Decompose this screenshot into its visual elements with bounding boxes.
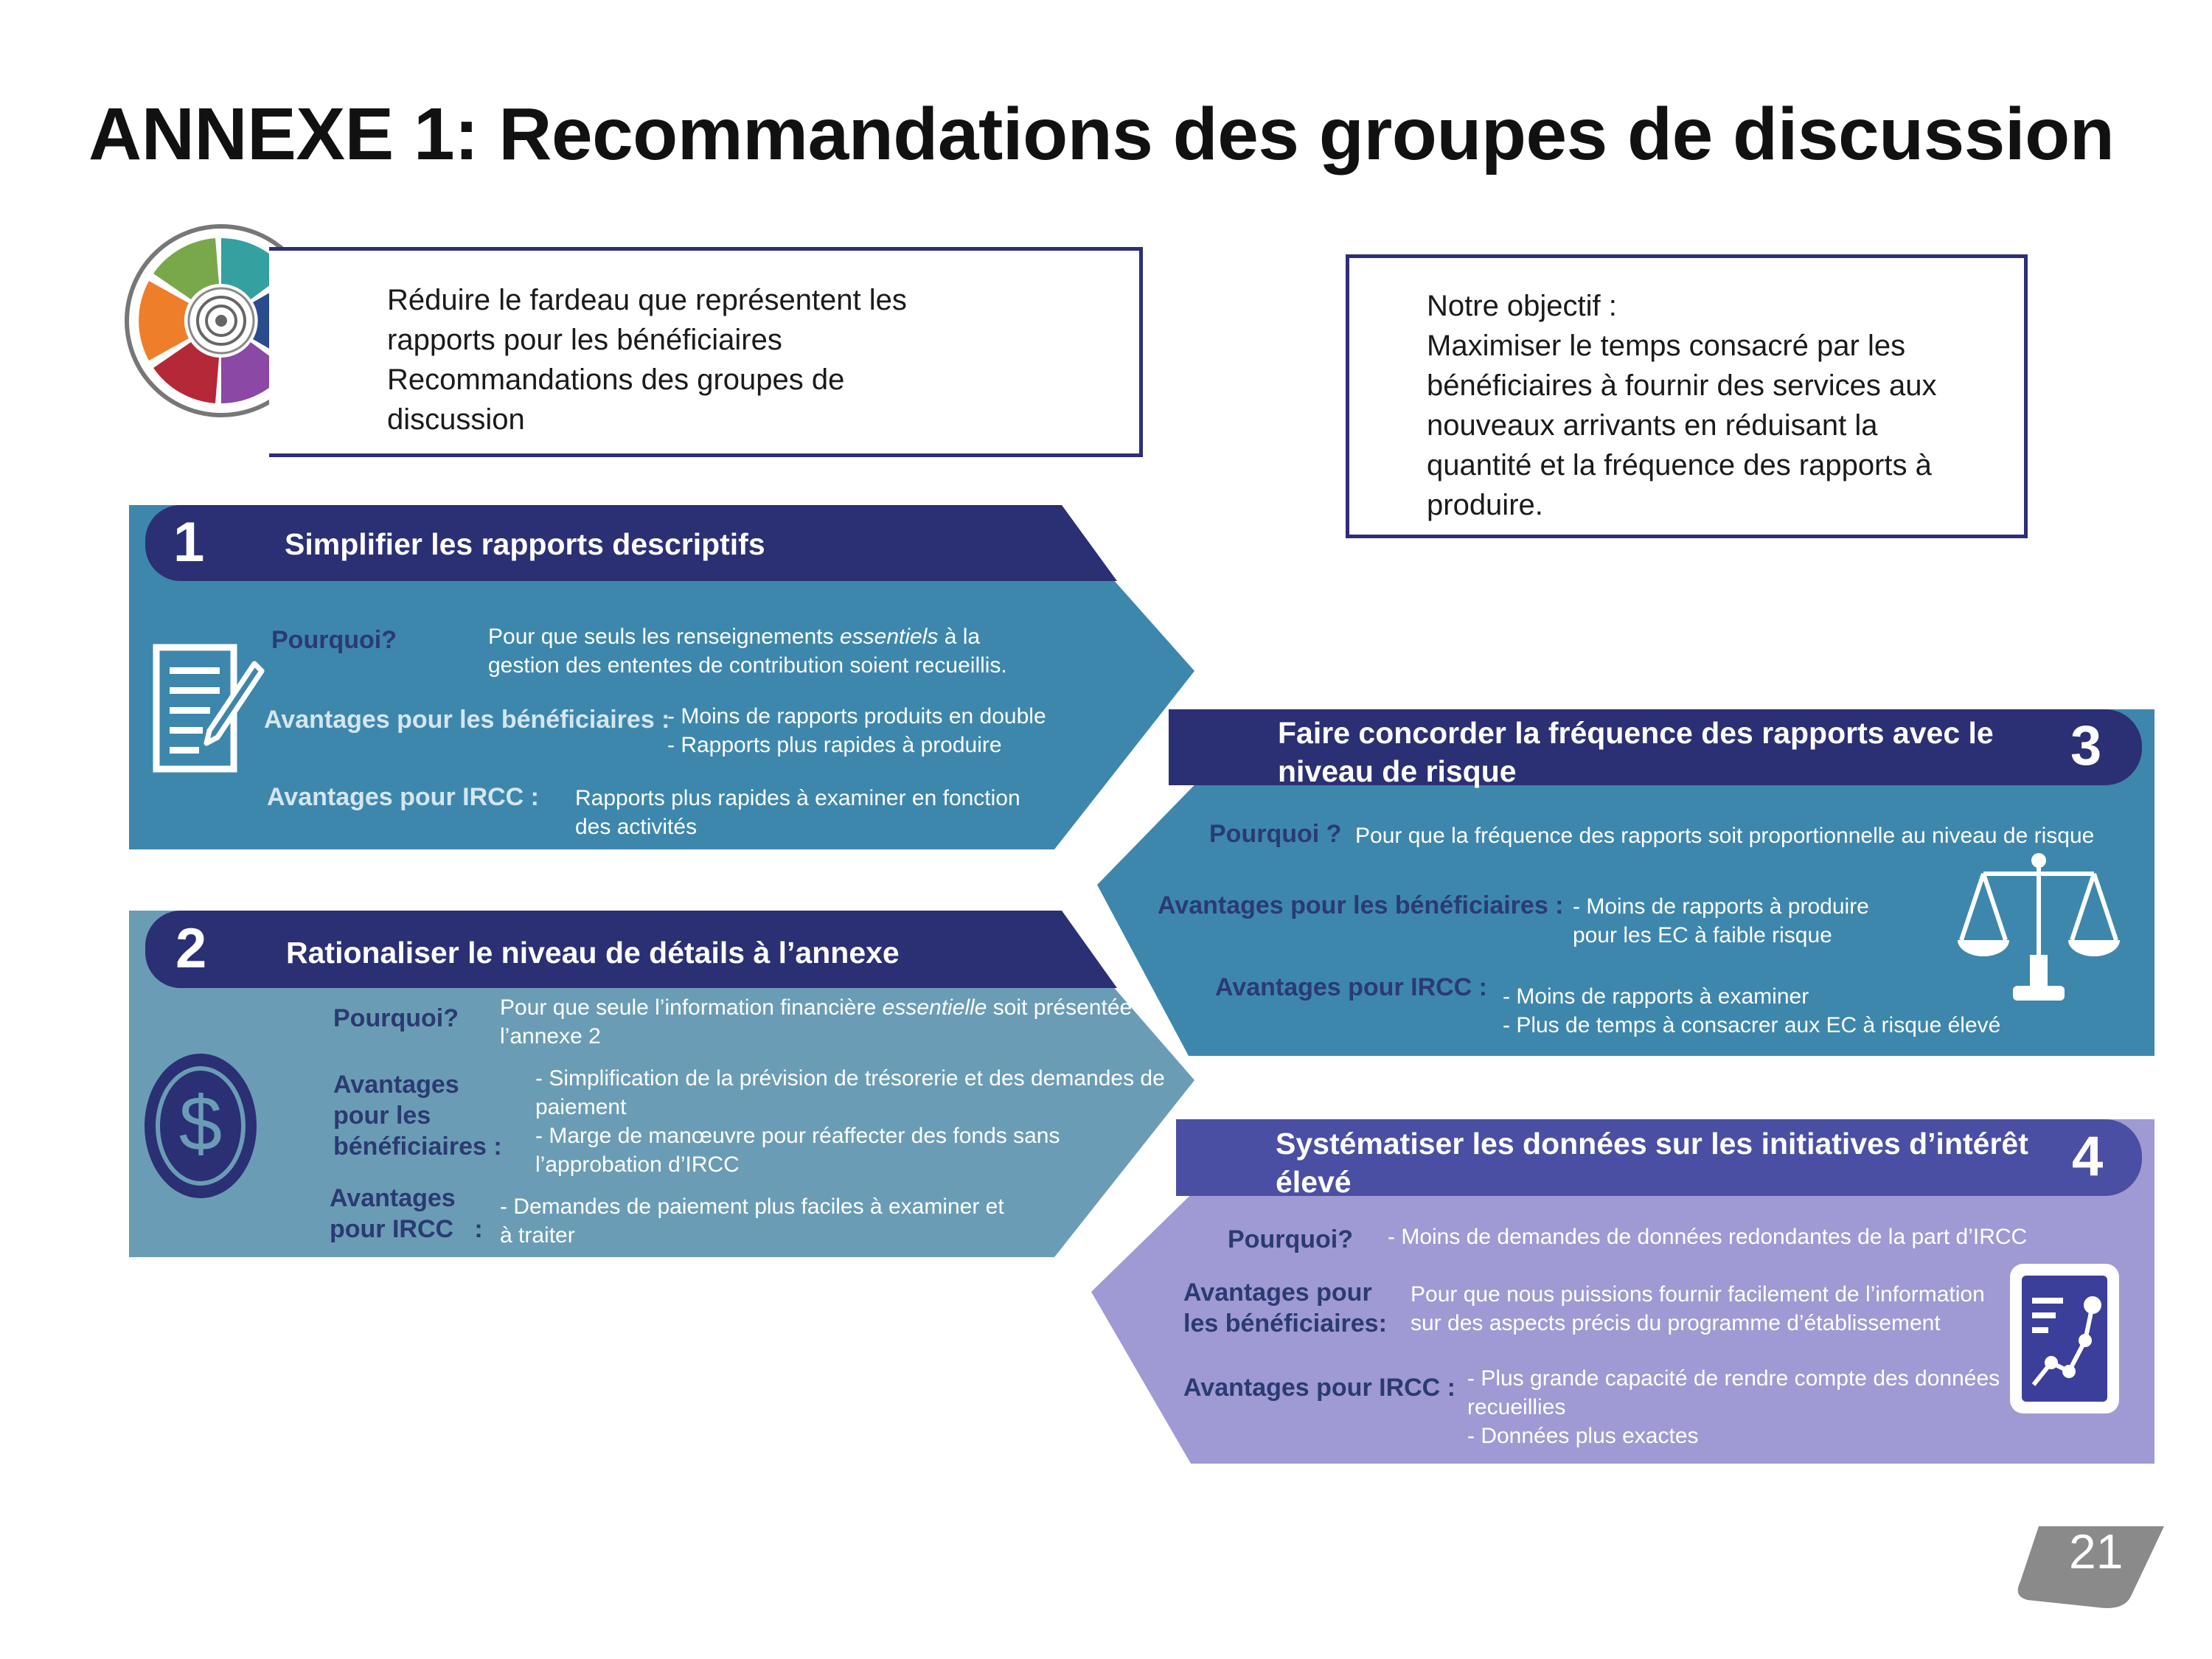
recommendation-2-title: Rationaliser le niveau de détails à l’annexe (286, 936, 900, 970)
recommendation-4-ircc-text: - Plus grande capacité de rendre compte des données recueillies - Données plus exactes (1467, 1366, 2000, 1448)
recommendation-2-why-text: Pour que seule l’information financière essentielle soit présentée à l’annexe 2 (500, 995, 1151, 1048)
objective-heading: Notre objectif : (1427, 290, 1617, 322)
recommendation-2-beneficiary-label: Avantages pour les bénéficiaires : (333, 1071, 502, 1161)
recommendation-1-ircc-text: Rapports plus rapides à examiner en fonction des activités (575, 786, 1020, 839)
objective-line: Maximiser le temps consacré par les (1427, 330, 1906, 362)
recommendation-4-why-label: Pourquoi? (1228, 1225, 1353, 1253)
recommendation-3-why-text: Pour que la fréquence des rapports soit proportionnelle au niveau de risque (1355, 824, 2095, 848)
recommendation-1-ircc-label: Avantages pour IRCC : (267, 783, 540, 811)
recommendation-2-ircc-text: - Demandes de paiement plus faciles à examiner et à traiter (500, 1194, 1004, 1248)
recommendation-4-ircc-label: Avantages pour IRCC : (1183, 1374, 1456, 1402)
page-number: 21 (2069, 1524, 2124, 1579)
page-title: ANNEXE 1: Recommandations des groupes de discussion (88, 93, 2115, 175)
recommendation-2-ircc-label: Avantages pour IRCC : (330, 1184, 483, 1243)
recommendation-4-why-text: - Moins de demandes de données redondantes de la part d’IRCC (1388, 1225, 2028, 1249)
recommendation-1-beneficiary-text: - Moins de rapports produits en double - Rapports plus rapides à produire (667, 704, 1046, 757)
recommendation-1-beneficiary-label: Avantages pour les bénéficiaires : (264, 706, 670, 734)
recommendation-3-beneficiary-label: Avantages pour les bénéficiaires : (1158, 891, 1564, 919)
recommendation-1-title: Simplifier les rapports descriptifs (285, 527, 765, 561)
objective-line: produire. (1427, 489, 1543, 521)
recommendation-4-number: 4 (2072, 1125, 2104, 1188)
scales-icon (1954, 844, 2124, 1014)
recommendation-3-number: 3 (2070, 714, 2102, 777)
objective-line: nouveaux arrivants en réduisant la (1427, 409, 1878, 442)
intro-line: rapports pour les bénéficiaires (387, 324, 782, 356)
intro-line: discussion (387, 403, 525, 436)
recommendation-3-title: Faire concorder la fréquence des rapports avec le niveau de risque (1278, 716, 1994, 788)
recommendation-3-ircc-text: - Moins de rapports à examiner - Plus de temps à consacrer aux EC à risque élevé (1503, 984, 2001, 1037)
recommendation-1-why-text: Pour que seuls les renseignements essentiels à la gestion des ententes de contribution soient recueillis. (488, 625, 1007, 678)
data-chart-icon (2006, 1259, 2124, 1418)
document-pen-icon (147, 634, 265, 778)
recommendation-2-beneficiary-text: - Simplification de la prévision de trésorerie et des demandes de paiement - Marge de manœuvre pour réaffecter des fonds sans l’approbation d’IRCC (535, 1066, 1165, 1177)
recommendation-4-beneficiary-label: Avantages pour les bénéficiaires: (1183, 1279, 1387, 1338)
recommendation-4-title: Systématiser les données sur les initiatives d’intérêt élevé (1276, 1127, 2028, 1199)
recommendation-3-ircc-label: Avantages pour IRCC : (1215, 973, 1488, 1001)
recommendation-4-beneficiary-text: Pour que nous puissions fournir facilement de l’information sur des aspects précis du programme d’établissement (1411, 1282, 1985, 1335)
recommendation-3-why-label: Pourquoi ? (1209, 820, 1342, 848)
recommendation-2-why-label: Pourquoi? (333, 1004, 459, 1032)
objective-line: bénéficiaires à fournir des services aux (1427, 369, 1937, 402)
intro-line: Réduire le fardeau que représentent les (387, 284, 907, 316)
recommendation-3-beneficiary-text: - Moins de rapports à produire pour les EC à faible risque (1573, 894, 1869, 947)
svg-text:$: $ (178, 1081, 223, 1167)
recommendation-2-number: 2 (175, 917, 207, 980)
intro-line: Recommandations des groupes de (387, 364, 845, 396)
recommendation-1-why-label: Pourquoi? (271, 626, 397, 654)
dollar-icon (142, 1051, 260, 1202)
objective-line: quantité et la fréquence des rapports à (1427, 449, 1932, 481)
recommendation-1-number: 1 (173, 511, 205, 574)
